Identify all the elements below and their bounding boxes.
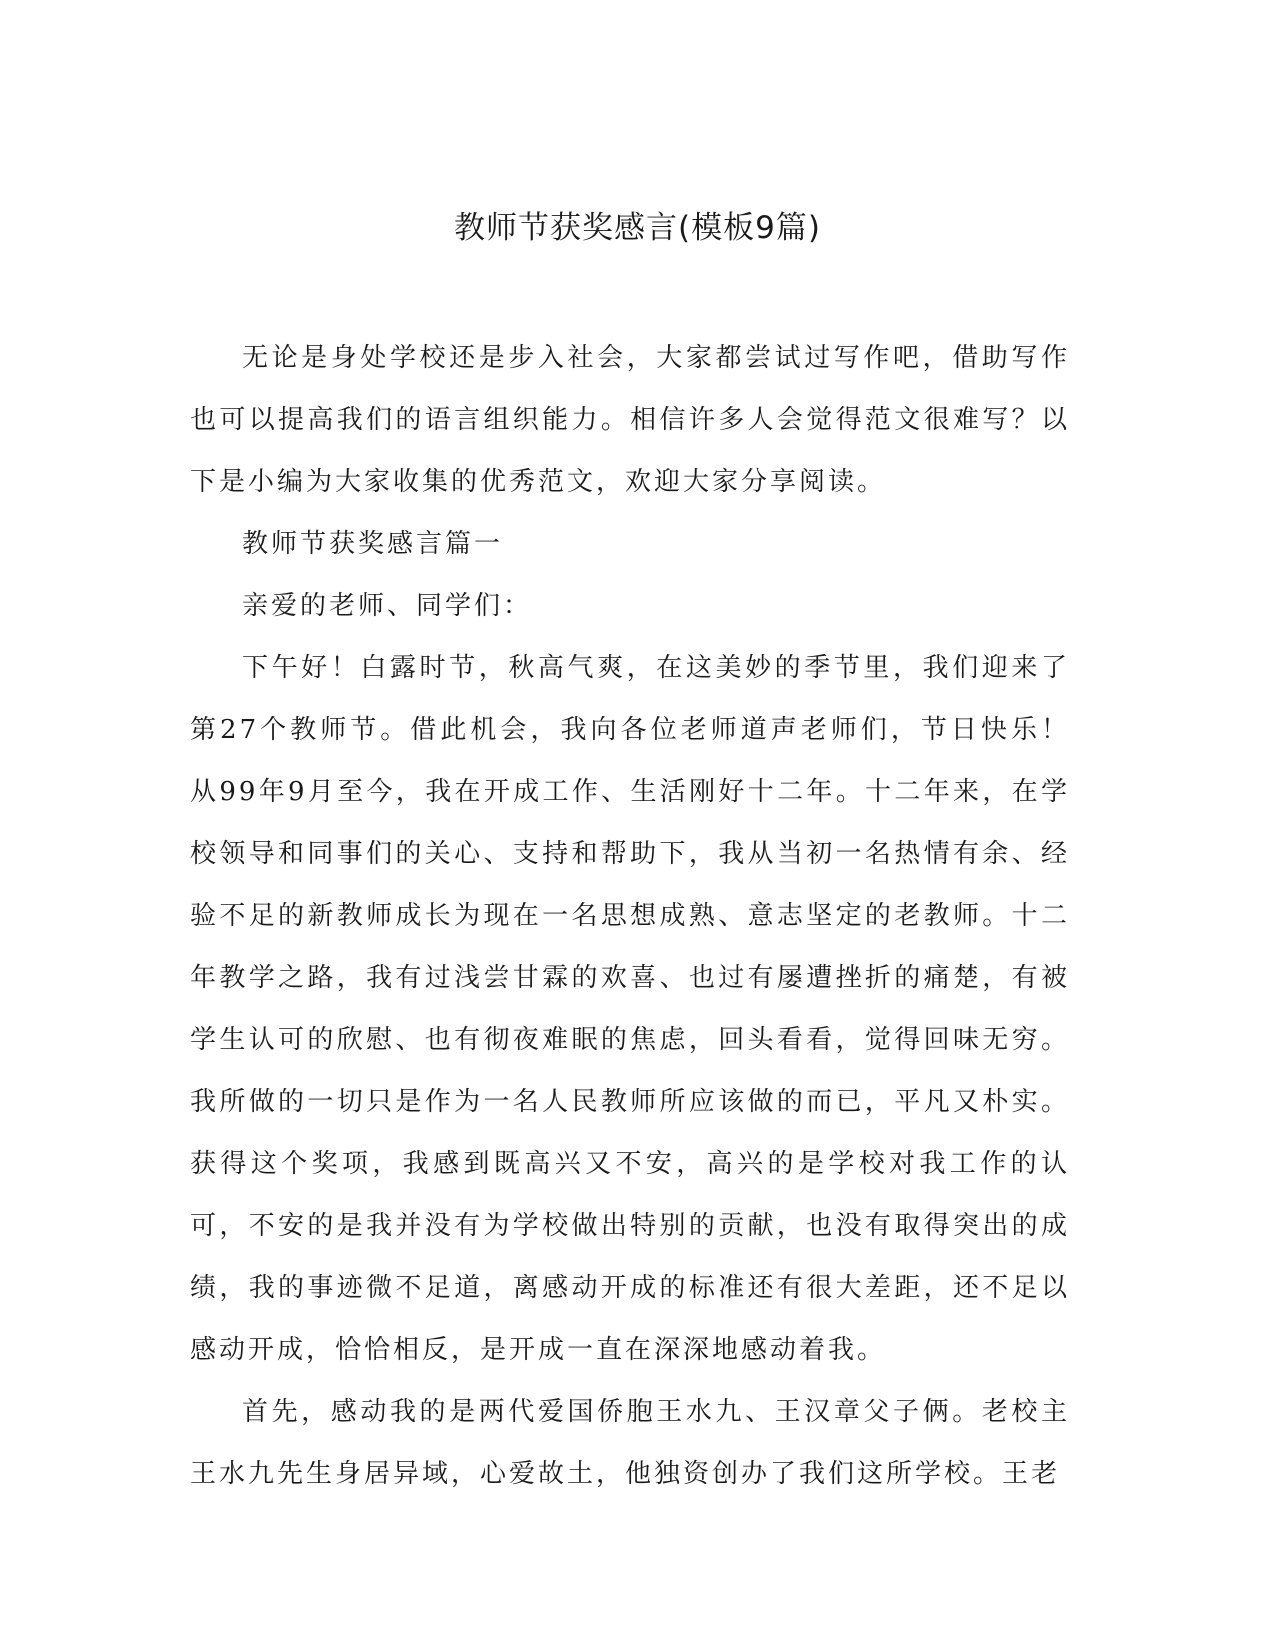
section-heading: 教师节获奖感言篇一 <box>242 529 504 559</box>
body-paragraph: 首先，感动我的是两代爱国侨胞王水九、王汉章父子俩。老校主王水九先生身居异域，心爱故土，他独资创办了我们这所学校。王老 <box>190 1397 1070 1489</box>
body-paragraph: 下午好！白露时节，秋高气爽，在这美妙的季节里，我们迎来了第27个教师节。借此机会，我向各位老师道声老师们，节日快乐！从99年9月至今，我在开成工作、生活刚好十二年。十二年来，在学校领导和同事们的关心、支持和帮助下，我从当初一名热情有余、经验不足的新教师成长为现在一名思想成熟、意志坚定的老教师。十二年教学之路，我有过浅尝甘霖的欢喜、也过有屡遭挫折的痛楚，有被学生认可的欣慰、也有彻夜难眠的焦虑，回头看看，觉得回味无穷。我所做的一切只是作为一名人民教师所应该做的而已，平凡又朴实。获得这个奖项，我感到既高兴又不安，高兴的是学校对我工作的认可，不安的是我并没有为学校做出特别的贡献，也没有取得突出的成绩，我的事迹微不足道，离感动开成的标准还有很大差距，还不足以感动开成，恰恰相反，是开成一直在深深地感动着我。 <box>190 653 1070 1365</box>
intro-paragraph: 无论是身处学校还是步入社会，大家都尝试过写作吧，借助写作也可以提高我们的语言组织能力。相信许多人会觉得范文很难写？以下是小编为大家收集的优秀范文，欢迎大家分享阅读。 <box>190 343 1070 497</box>
document-body <box>190 327 1070 1505</box>
salutation: 亲爱的老师、同学们： <box>242 591 533 621</box>
document-title: 教师节获奖感言(模板9篇) <box>454 210 821 246</box>
